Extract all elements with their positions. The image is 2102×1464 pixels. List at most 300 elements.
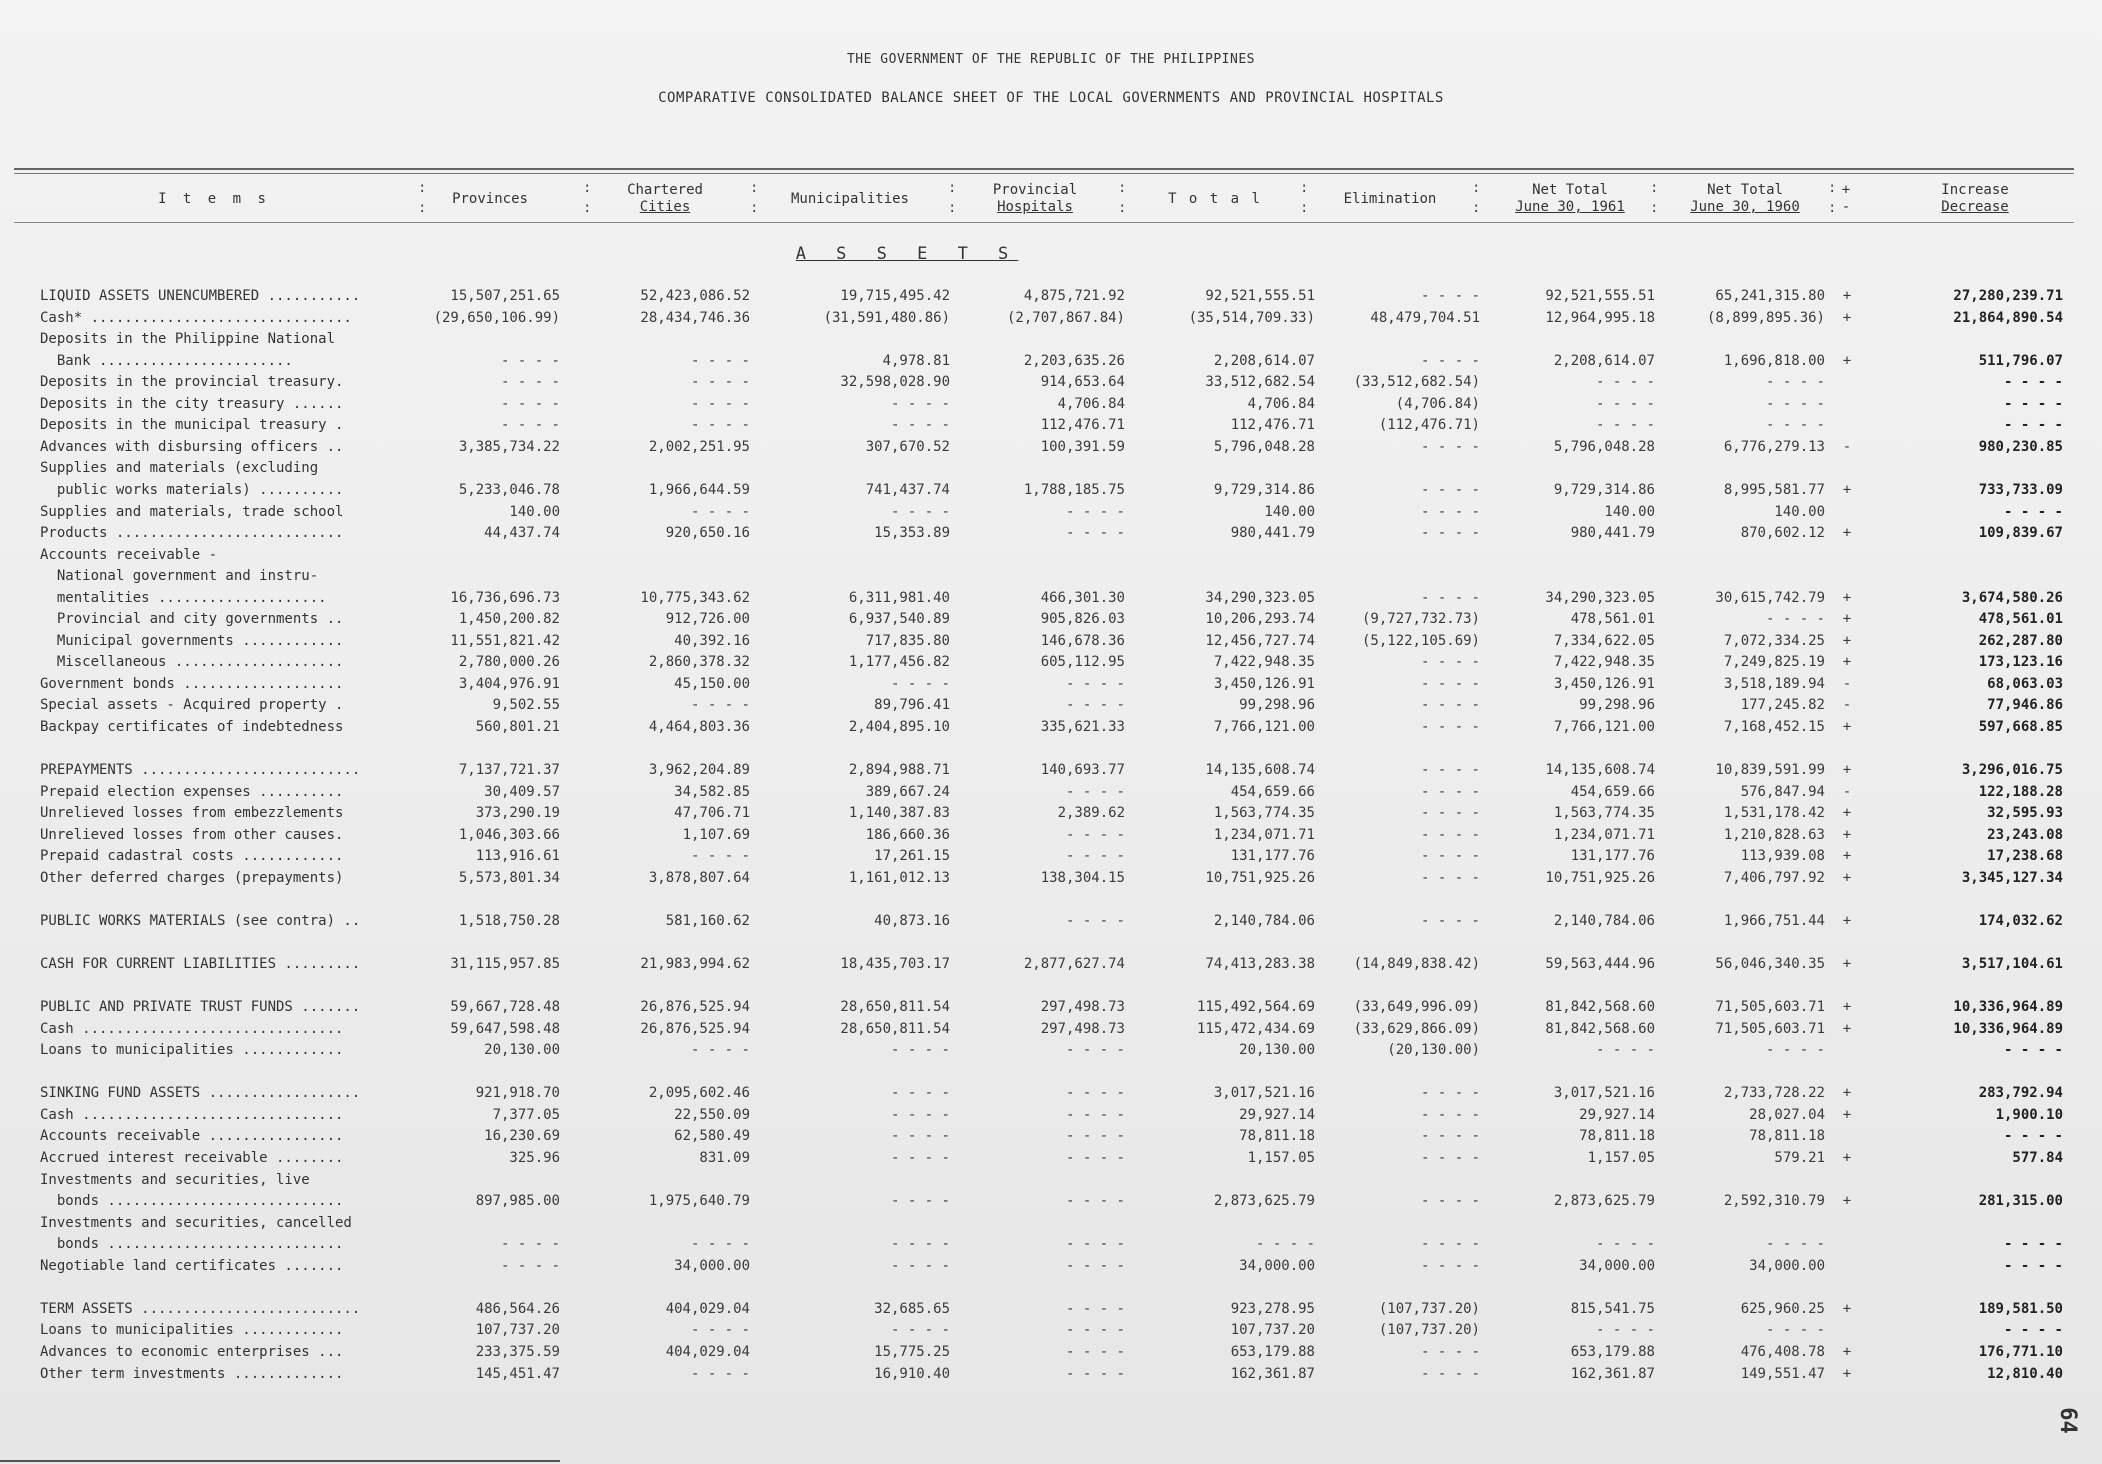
cell-municipalities: 1,140,387.83 (848, 805, 950, 822)
table-row (0, 1301, 2102, 1323)
colon-divider: : (583, 200, 592, 216)
cell-total: 980,441.79 (1230, 525, 1315, 542)
cell-municipalities: - - - - (890, 417, 950, 434)
cell-municipalities: 6,937,540.89 (848, 611, 950, 628)
cell-total: 140.00 (1264, 503, 1315, 520)
cell-total: 4,706.84 (1247, 395, 1315, 412)
cell-provincial-hospitals: - - - - (1065, 826, 1125, 843)
change-sign: - (1842, 697, 1852, 714)
cell-net-total-1960: 7,168,452.15 (1723, 719, 1825, 735)
item-label: Unrelieved losses from embezzlements (40, 805, 344, 822)
item-label: Accounts receivable ................ (40, 1128, 344, 1145)
item-label: Negotiable land certificates ....... (40, 1257, 344, 1274)
cell-increase-decrease: 3,296,016.75 (1961, 762, 2063, 779)
table-row (0, 1236, 2102, 1258)
cell-total: 653,179.88 (1230, 1343, 1315, 1360)
table-row (0, 353, 2102, 375)
cell-elimination: - - - - (1420, 589, 1480, 606)
change-sign: - (1842, 783, 1852, 800)
item-label: PREPAYMENTS .......................... (40, 762, 361, 779)
cell-net-total-1960: 1,210,828.63 (1723, 826, 1825, 843)
change-sign: + (1842, 848, 1852, 865)
colon-divider: : (1118, 180, 1127, 196)
cell-provinces: 921,918.70 (475, 1085, 560, 1102)
item-label: public works materials) .......... (40, 481, 344, 498)
change-sign: + (1842, 762, 1852, 779)
cell-elimination: 48,479,704.51 (1370, 309, 1480, 326)
cell-provinces: 145,451.47 (475, 1365, 560, 1382)
item-label: PUBLIC WORKS MATERIALS (see contra) .. (40, 912, 361, 929)
cell-net-total-1960: 71,505,603.71 (1715, 1020, 1825, 1037)
table-row (0, 762, 2102, 784)
cell-municipalities: - - - - (890, 1085, 950, 1102)
cell-elimination: - - - - (1420, 1343, 1480, 1360)
cell-total: 2,873,625.79 (1213, 1193, 1315, 1210)
cell-elimination: - - - - (1420, 1150, 1480, 1166)
change-sign: + (1842, 1106, 1852, 1123)
cell-increase-decrease: 21,864,890.54 (1953, 309, 2063, 326)
cell-net-total-1960: 78,811.18 (1749, 1128, 1825, 1145)
cell-net-total-1960: - - - - (1765, 395, 1825, 412)
cell-chartered-cities: - - - - (690, 848, 750, 865)
cell-provincial-hospitals: 112,476.71 (1040, 417, 1125, 434)
cell-net-total-1960: 2,592,310.79 (1723, 1193, 1825, 1210)
cell-elimination: - - - - (1420, 783, 1480, 800)
cell-municipalities: 1,177,456.82 (848, 654, 950, 671)
cell-net-total-1961: 140.00 (1604, 503, 1655, 520)
cell-net-total-1960: 1,696,818.00 (1723, 352, 1825, 369)
cell-provinces: 16,736,696.73 (450, 589, 560, 606)
cell-chartered-cities: - - - - (690, 697, 750, 714)
cell-elimination: (20,130.00) (1387, 1042, 1480, 1059)
change-sign: + (1842, 1343, 1852, 1360)
cell-chartered-cities: 2,860,378.32 (648, 654, 750, 671)
cell-provinces: 11,551,821.42 (450, 632, 560, 649)
item-label: Supplies and materials, trade school (40, 503, 344, 520)
cell-total: 3,450,126.91 (1213, 675, 1315, 692)
cell-net-total-1960: 6,776,279.13 (1723, 438, 1825, 455)
cell-chartered-cities: 28,434,746.36 (640, 309, 750, 326)
cell-provinces: (29,650,106.99) (433, 309, 560, 326)
cell-chartered-cities: 2,002,251.95 (648, 438, 750, 455)
cell-net-total-1961: 2,873,625.79 (1553, 1193, 1655, 1210)
change-sign: + (1842, 869, 1852, 886)
cell-provincial-hospitals: - - - - (1065, 1128, 1125, 1145)
cell-net-total-1961: 478,561.01 (1570, 611, 1655, 628)
cell-provinces: 1,450,200.82 (458, 611, 560, 628)
cell-net-total-1961: 29,927.14 (1579, 1106, 1655, 1123)
cell-net-total-1960: (8,899,895.36) (1706, 309, 1825, 326)
item-label: Prepaid election expenses .......... (40, 783, 344, 800)
cell-increase-decrease: 109,839.67 (1978, 525, 2063, 542)
cell-increase-decrease: 27,280,239.71 (1953, 288, 2063, 304)
cell-provincial-hospitals: - - - - (1065, 912, 1125, 929)
cell-chartered-cities: 45,150.00 (674, 675, 750, 692)
cell-total: 107,737.20 (1230, 1322, 1315, 1339)
cell-elimination: - - - - (1420, 503, 1480, 520)
colon-divider: : (1828, 200, 1837, 216)
header-elimination: Elimination (1343, 190, 1437, 207)
cell-net-total-1960: 2,733,728.22 (1723, 1085, 1825, 1102)
change-sign: + (1842, 999, 1852, 1016)
cell-net-total-1961: 3,017,521.16 (1553, 1085, 1655, 1102)
cell-net-total-1960: 1,531,178.42 (1723, 805, 1825, 822)
cell-provinces: 15,507,251.65 (450, 288, 560, 304)
cell-net-total-1961: 7,766,121.00 (1553, 719, 1655, 735)
bottom-rule (0, 1460, 560, 1462)
cell-elimination: (14,849,838.42) (1353, 956, 1480, 973)
cell-total: 34,000.00 (1239, 1257, 1315, 1274)
cell-chartered-cities: - - - - (690, 1322, 750, 1339)
cell-net-total-1961: 78,811.18 (1579, 1128, 1655, 1145)
colon-divider: : (1472, 180, 1481, 196)
item-label: Investments and securities, live (40, 1171, 310, 1188)
cell-provinces: 7,137,721.37 (458, 762, 560, 779)
cell-municipalities: - - - - (890, 1128, 950, 1145)
cell-provincial-hospitals: 4,875,721.92 (1023, 288, 1125, 304)
header-net1960-line2: June 30, 1960 (1690, 199, 1800, 215)
cell-net-total-1961: - - - - (1595, 417, 1655, 434)
cell-municipalities: 16,910.40 (874, 1365, 950, 1382)
item-label: Deposits in the Philippine National (40, 331, 336, 348)
cell-net-total-1960: 625,960.25 (1740, 1300, 1825, 1317)
cell-net-total-1960: 149,551.47 (1740, 1365, 1825, 1382)
cell-provinces: 325.96 (509, 1150, 560, 1166)
table-row (0, 1258, 2102, 1280)
header-plus: + (1841, 182, 1851, 198)
cell-elimination: - - - - (1420, 525, 1480, 542)
item-label: Loans to municipalities ............ (40, 1322, 344, 1339)
cell-net-total-1961: 454,659.66 (1570, 783, 1655, 800)
cell-municipalities: (31,591,480.86) (823, 309, 950, 326)
cell-elimination: - - - - (1420, 1193, 1480, 1210)
change-sign: + (1842, 1300, 1852, 1317)
table-row (0, 1085, 2102, 1107)
cell-provincial-hospitals: - - - - (1065, 1150, 1125, 1166)
cell-chartered-cities: 404,029.04 (665, 1300, 750, 1317)
cell-chartered-cities: 10,775,343.62 (640, 589, 750, 606)
cell-net-total-1961: 5,796,048.28 (1553, 438, 1655, 455)
item-label: Bank ....................... (40, 352, 293, 369)
cell-increase-decrease: - - - - (2003, 1257, 2063, 1274)
cell-provincial-hospitals: 605,112.95 (1040, 654, 1125, 671)
change-sign: + (1842, 352, 1852, 369)
cell-net-total-1960: 177,245.82 (1740, 697, 1825, 714)
cell-increase-decrease: - - - - (2003, 503, 2063, 520)
cell-provinces: 31,115,957.85 (450, 956, 560, 973)
cell-increase-decrease: 577.84 (2012, 1150, 2063, 1166)
item-label: Advances to economic enterprises ... (40, 1343, 344, 1360)
colon-divider: : (948, 200, 957, 216)
table-row (0, 870, 2102, 892)
change-sign: + (1842, 309, 1852, 326)
cell-municipalities: 89,796.41 (874, 697, 950, 714)
cell-municipalities: 307,670.52 (865, 438, 950, 455)
cell-provincial-hospitals: - - - - (1065, 1257, 1125, 1274)
table-row (0, 439, 2102, 461)
cell-net-total-1960: 10,839,591.99 (1715, 762, 1825, 779)
cell-provincial-hospitals: - - - - (1065, 1300, 1125, 1317)
item-label: CASH FOR CURRENT LIABILITIES ......... (40, 956, 361, 973)
item-label: bonds ............................ (40, 1236, 344, 1253)
table-row (0, 999, 2102, 1021)
cell-provinces: 2,780,000.26 (458, 654, 560, 671)
cell-increase-decrease: 189,581.50 (1978, 1300, 2063, 1317)
colon-divider: : (418, 180, 427, 196)
spacer-row (0, 978, 2102, 1000)
cell-net-total-1960: 71,505,603.71 (1715, 999, 1825, 1016)
cell-elimination: - - - - (1420, 675, 1480, 692)
change-sign: + (1842, 525, 1852, 542)
table-row (0, 956, 2102, 978)
cell-municipalities: - - - - (890, 1106, 950, 1123)
change-sign: + (1842, 589, 1852, 606)
colon-divider: : (750, 180, 759, 196)
cell-provinces: 897,985.00 (475, 1193, 560, 1210)
cell-total: 99,298.96 (1239, 697, 1315, 714)
cell-municipalities: - - - - (890, 395, 950, 412)
cell-net-total-1961: 81,842,568.60 (1545, 1020, 1655, 1037)
colon-divider: : (1650, 200, 1659, 216)
cell-net-total-1961: 1,234,071.71 (1553, 826, 1655, 843)
table-row (0, 848, 2102, 870)
cell-increase-decrease: - - - - (2003, 1042, 2063, 1059)
cell-provinces: 1,518,750.28 (458, 912, 560, 929)
cell-chartered-cities: 912,726.00 (665, 611, 750, 628)
cell-provincial-hospitals: 914,653.64 (1040, 374, 1125, 391)
cell-net-total-1961: 14,135,608.74 (1545, 762, 1655, 779)
change-sign: + (1842, 826, 1852, 843)
table-row (0, 611, 2102, 633)
cell-increase-decrease: 733,733.09 (1978, 481, 2063, 498)
cell-provincial-hospitals: - - - - (1065, 1042, 1125, 1059)
cell-municipalities: - - - - (890, 503, 950, 520)
cell-elimination: - - - - (1420, 762, 1480, 779)
cell-provincial-hospitals: 146,678.36 (1040, 632, 1125, 649)
cell-elimination: - - - - (1420, 848, 1480, 865)
item-label: Special assets - Acquired property . (40, 697, 344, 714)
table-row (0, 1150, 2102, 1172)
cell-elimination: - - - - (1420, 869, 1480, 886)
change-sign: + (1842, 1020, 1852, 1037)
cell-provincial-hospitals: - - - - (1065, 1106, 1125, 1123)
item-label: Accounts receivable - (40, 546, 218, 563)
item-label: SINKING FUND ASSETS .................. (40, 1085, 361, 1102)
table-row (0, 676, 2102, 698)
cell-chartered-cities: 21,983,994.62 (640, 956, 750, 973)
cell-total: 92,521,555.51 (1205, 288, 1315, 304)
change-sign: + (1842, 719, 1852, 735)
cell-total: 3,017,521.16 (1213, 1085, 1315, 1102)
cell-net-total-1961: - - - - (1595, 374, 1655, 391)
item-label: Unrelieved losses from other causes. (40, 826, 344, 843)
change-sign: + (1842, 1193, 1852, 1210)
cell-municipalities: - - - - (890, 1193, 950, 1210)
cell-total: 162,361.87 (1230, 1365, 1315, 1382)
cell-municipalities: 17,261.15 (874, 848, 950, 865)
cell-provincial-hospitals: 2,877,627.74 (1023, 956, 1125, 973)
header-hospitals-line2: Hospitals (997, 199, 1073, 215)
cell-chartered-cities: 52,423,086.52 (640, 288, 750, 304)
cell-chartered-cities: - - - - (690, 417, 750, 434)
cell-municipalities: 18,435,703.17 (840, 956, 950, 973)
cell-chartered-cities: 40,392.16 (674, 632, 750, 649)
government-heading: THE GOVERNMENT OF THE REPUBLIC OF THE PHILIPPINES (846, 52, 1255, 67)
table-row (0, 1366, 2102, 1388)
item-label: Prepaid cadastral costs ............ (40, 848, 344, 865)
cell-total: 115,492,564.69 (1196, 999, 1315, 1016)
cell-chartered-cities: 22,550.09 (674, 1106, 750, 1123)
cell-chartered-cities: 3,962,204.89 (648, 762, 750, 779)
cell-net-total-1960: 65,241,315.80 (1715, 288, 1825, 304)
cell-elimination: - - - - (1420, 352, 1480, 369)
cell-net-total-1960: 476,408.78 (1740, 1343, 1825, 1360)
cell-increase-decrease: - - - - (2003, 417, 2063, 434)
cell-total: 74,413,283.38 (1205, 956, 1315, 973)
cell-provinces: - - - - (500, 417, 560, 434)
cell-provinces: 113,916.61 (475, 848, 560, 865)
cell-net-total-1961: 131,177.76 (1570, 848, 1655, 865)
table-row (0, 504, 2102, 526)
cell-net-total-1961: 59,563,444.96 (1545, 956, 1655, 973)
cell-provinces: 5,573,801.34 (458, 869, 560, 886)
cell-net-total-1961: 7,422,948.35 (1553, 654, 1655, 671)
cell-increase-decrease: 3,517,104.61 (1961, 956, 2063, 973)
table-row (0, 784, 2102, 806)
cell-elimination: - - - - (1420, 1236, 1480, 1253)
table-row (0, 719, 2102, 741)
cell-net-total-1960: 3,518,189.94 (1723, 675, 1825, 692)
item-label: mentalities .................... (40, 589, 327, 606)
cell-total: 12,456,727.74 (1205, 632, 1315, 649)
cell-chartered-cities: - - - - (690, 1042, 750, 1059)
cell-increase-decrease: 262,287.80 (1978, 632, 2063, 649)
cell-net-total-1961: 815,541.75 (1570, 1300, 1655, 1317)
cell-chartered-cities: 1,975,640.79 (648, 1193, 750, 1210)
cell-provinces: 5,233,046.78 (458, 481, 560, 498)
table-row (0, 654, 2102, 676)
cell-elimination: (4,706.84) (1395, 395, 1480, 412)
cell-net-total-1960: 8,995,581.77 (1723, 481, 1825, 498)
cell-net-total-1960: 140.00 (1774, 503, 1825, 520)
report-title: COMPARATIVE CONSOLIDATED BALANCE SHEET OF THE LOCAL GOVERNMENTS AND PROVINCIAL HOSPITALS (658, 90, 1444, 106)
cell-provincial-hospitals: 1,788,185.75 (1023, 481, 1125, 498)
cell-total: 34,290,323.05 (1205, 589, 1315, 606)
cell-elimination: - - - - (1420, 719, 1480, 735)
cell-provinces: 373,290.19 (475, 805, 560, 822)
change-sign: - (1842, 438, 1852, 455)
cell-chartered-cities: 62,580.49 (674, 1128, 750, 1145)
cell-municipalities: 28,650,811.54 (840, 999, 950, 1016)
cell-provincial-hospitals: - - - - (1065, 1365, 1125, 1382)
item-label: Backpay certificates of indebtedness (40, 719, 344, 735)
cell-total: 454,659.66 (1230, 783, 1315, 800)
cell-municipalities: - - - - (890, 1042, 950, 1059)
cell-net-total-1960: - - - - (1765, 374, 1825, 391)
cell-municipalities: 28,650,811.54 (840, 1020, 950, 1037)
cell-net-total-1960: 113,939.08 (1740, 848, 1825, 865)
cell-chartered-cities: 404,029.04 (665, 1343, 750, 1360)
cell-elimination: (107,737.20) (1378, 1300, 1480, 1317)
header-chartered-line2: Cities (639, 199, 691, 215)
cell-municipalities: - - - - (890, 1322, 950, 1339)
cell-elimination: - - - - (1420, 481, 1480, 498)
cell-elimination: - - - - (1420, 912, 1480, 929)
header-increase: Increase (1941, 182, 2009, 198)
cell-increase-decrease: - - - - (2003, 1236, 2063, 1253)
cell-provinces: 3,404,976.91 (458, 675, 560, 692)
colon-divider: : (1650, 180, 1659, 196)
spacer-row (0, 1064, 2102, 1086)
change-sign: + (1842, 611, 1852, 628)
cell-total: 10,206,293.74 (1205, 611, 1315, 628)
header-net1961-line1: Net Total (1532, 182, 1608, 198)
cell-municipalities: 32,598,028.90 (840, 374, 950, 391)
cell-net-total-1961: 3,450,126.91 (1553, 675, 1655, 692)
cell-elimination: - - - - (1420, 1128, 1480, 1145)
change-sign: + (1842, 956, 1852, 973)
table-row (0, 396, 2102, 418)
cell-elimination: - - - - (1420, 1085, 1480, 1102)
cell-provincial-hospitals: 100,391.59 (1040, 438, 1125, 455)
cell-increase-decrease: 980,230.85 (1978, 438, 2063, 455)
item-label: Advances with disbursing officers .. (40, 438, 344, 455)
header-decrease: Decrease (1941, 199, 2009, 215)
cell-total: 1,157.05 (1247, 1150, 1315, 1166)
cell-increase-decrease: - - - - (2003, 395, 2063, 412)
table-row (0, 568, 2102, 590)
cell-increase-decrease: 17,238.68 (1987, 848, 2063, 865)
cell-provincial-hospitals: 466,301.30 (1040, 589, 1125, 606)
cell-net-total-1961: 2,208,614.07 (1553, 352, 1655, 369)
cell-net-total-1961: 99,298.96 (1579, 697, 1655, 714)
cell-net-total-1961: - - - - (1595, 1322, 1655, 1339)
table-row (0, 1107, 2102, 1129)
cell-net-total-1961: 12,964,995.18 (1545, 309, 1655, 326)
cell-elimination: (5,122,105.69) (1361, 632, 1480, 649)
cell-increase-decrease: 1,900.10 (1995, 1106, 2063, 1123)
cell-chartered-cities: 4,464,803.36 (648, 719, 750, 735)
cell-chartered-cities: 47,706.71 (674, 805, 750, 822)
cell-municipalities: 186,660.36 (865, 826, 950, 843)
change-sign: + (1842, 1085, 1852, 1102)
cell-elimination: (33,512,682.54) (1353, 374, 1480, 391)
table-row (0, 547, 2102, 569)
spacer-row (0, 935, 2102, 957)
cell-net-total-1961: 1,157.05 (1587, 1150, 1655, 1166)
cell-provinces: 7,377.05 (492, 1106, 560, 1123)
item-label: Deposits in the provincial treasury. (40, 374, 344, 391)
cell-provinces: 140.00 (509, 503, 560, 520)
cell-increase-decrease: 32,595.93 (1987, 805, 2063, 822)
change-sign: + (1842, 1150, 1852, 1166)
cell-municipalities: 40,873.16 (874, 912, 950, 929)
colon-divider: : (948, 180, 957, 196)
cell-net-total-1960: 870,602.12 (1740, 525, 1825, 542)
cell-provincial-hospitals: - - - - (1065, 697, 1125, 714)
cell-increase-decrease: 122,188.28 (1978, 783, 2063, 800)
table-row (0, 590, 2102, 612)
header-chartered-line1: Chartered (627, 182, 703, 198)
cell-elimination: - - - - (1420, 438, 1480, 455)
header-net1961-line2: June 30, 1961 (1515, 199, 1625, 215)
table-row (0, 482, 2102, 504)
cell-provincial-hospitals: - - - - (1065, 503, 1125, 520)
cell-provincial-hospitals: 140,693.77 (1040, 762, 1125, 779)
cell-elimination: (9,727,732.73) (1361, 611, 1480, 628)
cell-provinces: - - - - (500, 352, 560, 369)
cell-provinces: 30,409.57 (484, 783, 560, 800)
